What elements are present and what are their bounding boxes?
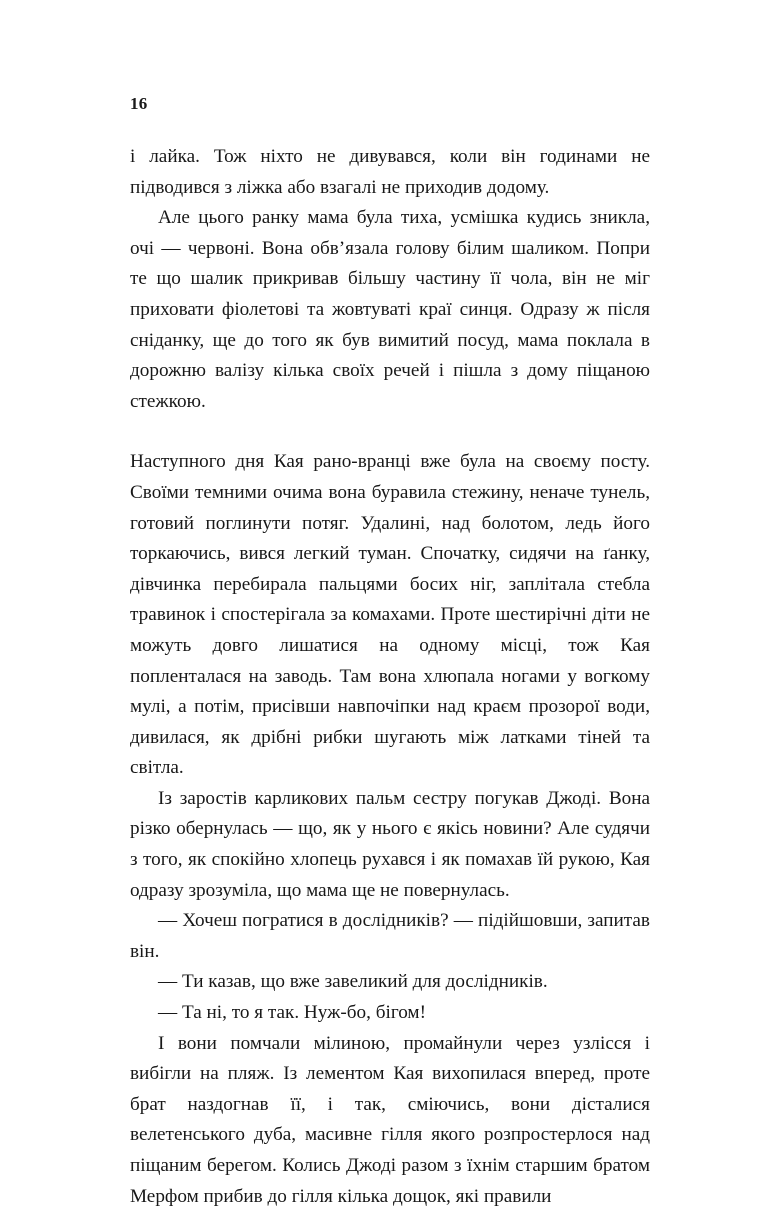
paragraph: І вони помчали мілиною, промайнули через узлісся і вибігли на пляж. Із лементом Кая вихопилася вперед, проте брат наздогнав її, і так, сміючись, вони дісталися велетенського дуба, масивне гілля якого розпростерлося над піщаним берегом. Колись Джоді разом з їхнім старшим братом Мерфом прибив до гілля кілька дощок, які правили <box>130 1032 650 1207</box>
paragraph: і лайка. Тож ніхто не дивувався, коли він годинами не підводився з ліжка або взагалі не приходив додому. <box>130 146 650 198</box>
paragraph-dialogue: — Хочеш погратися в дослідників? — підійшовши, запитав він. <box>130 910 650 962</box>
paragraph: Із заростів карликових пальм сестру погукав Джоді. Вона різко обернулась — що, як у нього є якісь новини? Але судячи з того, як спокійно хлопець рухався і як помахав їй рукою, Кая одразу зрозуміла, що мама ще не повернулась. <box>130 787 650 901</box>
paragraph: Але цього ранку мама була тиха, усмішка кудись зникла, очі — червоні. Вона обв’язала голову білим шаликом. Попри те що шалик прикривав більшу частину її чола, він не міг приховати фіолетові та жовтуваті краї синця. Одразу ж після сніданку, ще до того як був вимитий посуд, мама поклала в дорожню валізу кілька своїх речей і пішла з дому піщаною стежкою. <box>130 207 650 412</box>
page-number: 16 <box>130 94 148 113</box>
paragraph-dialogue: — Ти казав, що вже завеликий для дослідників. <box>158 971 548 993</box>
page-text-body <box>130 142 650 1212</box>
paragraph-dialogue: — Та ні, то я так. Нуж-бо, бігом! <box>158 1002 426 1024</box>
paragraph: Наступного дня Кая рано-вранці вже була на своєму посту. Своїми темними очима вона буравила стежину, неначе тунель, готовий поглинути потяг. Удалині, над болотом, ледь його торкаючись, вився легкий туман. Спочатку, сидячи на ґанку, дівчинка перебирала пальцями босих ніг, заплітала стебла травинок і спостерігала за комахами. Проте шестирічні діти не можуть довго лишатися на одному місці, тож Кая попленталася на заводь. Там вона хлюпала ногами у вогкому мулі, а потім, присівши навпочіпки над краєм прозорої води, дивилася, як дрібні рибки шугають між латками тіней та світла. <box>130 451 650 779</box>
